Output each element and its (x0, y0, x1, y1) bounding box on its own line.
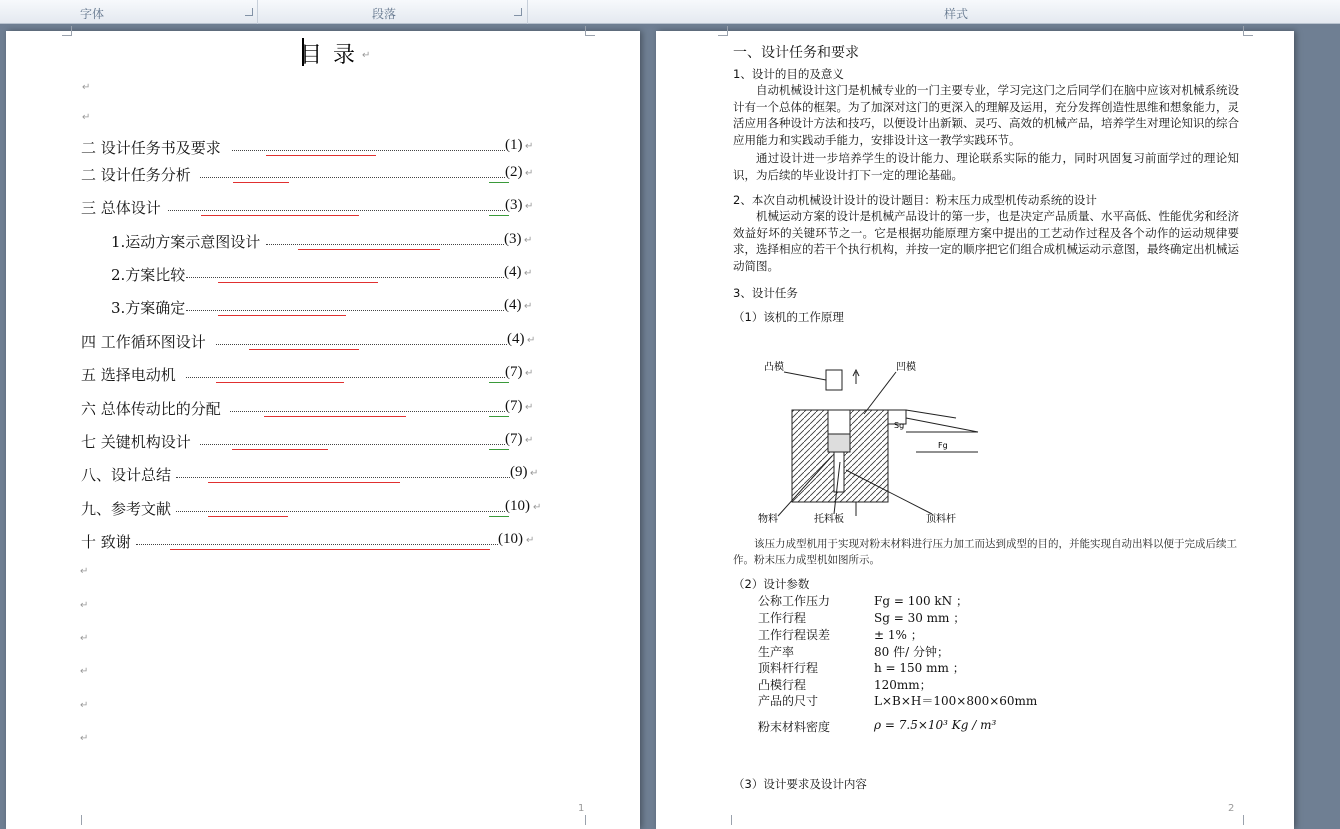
section-1-title: 1、设计的目的及意义 (733, 67, 844, 81)
spellcheck-underline (170, 547, 490, 550)
toc-entry-page: (9) (510, 464, 528, 480)
section-1-paragraph-2: 通过设计进一步培养学生的设计能力、理论联系实际的能力，同时巩固复习前面学过的理论知识，为后续的毕业设计打下一定的理论基础。 (733, 151, 1239, 182)
toc-entry-label: 三 总体设计 (81, 199, 161, 217)
toc-entry-page: (4) (504, 264, 522, 280)
toc-entry-label: 2.方案比较 (111, 266, 186, 284)
section-3-3-title: （3）设计要求及设计内容 (733, 777, 867, 791)
page-number: 1 (578, 803, 585, 814)
toc-entry-label: 四 工作循环图设计 (81, 333, 206, 351)
param-value: L×B×H＝100×800×60mm (874, 694, 1038, 708)
toc-entry-page: (7) (505, 398, 523, 414)
param-value: 80 件/ 分钟； (874, 645, 949, 659)
ribbon-group-paragraph-label: 段落 (372, 7, 397, 21)
toc-entry-label: 十 致谢 (81, 533, 131, 551)
toc-entry-page: (1) (505, 137, 523, 153)
svg-text:Sg: Sg (894, 421, 905, 430)
paragraph-mark: ↵ (80, 633, 89, 644)
margin-corner-mark (72, 815, 82, 825)
margin-corner-mark (722, 815, 732, 825)
toc-dot-leader (176, 511, 505, 512)
toc-dot-leader (230, 411, 505, 412)
spellcheck-underline (233, 180, 289, 183)
toc-dot-leader (176, 477, 510, 478)
section-3-2-title: （2）设计参数 (733, 577, 810, 591)
toc-dot-leader (186, 277, 504, 278)
toc-entry-page: (3) (504, 231, 522, 247)
toc-entry-label: 3.方案确定 (111, 299, 186, 317)
paragraph-mark: ↵ (525, 168, 534, 179)
toc-entry-label: 二 设计任务书及要求 (81, 139, 221, 157)
param-name: 工作行程误差 (758, 628, 831, 642)
paragraph-mark: ↵ (530, 468, 539, 479)
page-number: 2 (1228, 803, 1235, 814)
ribbon-group-font[interactable] (0, 0, 258, 24)
paragraph-mark: ↵ (80, 700, 89, 711)
section-2-paragraph: 机械运动方案的设计是机械产品设计的第一步，也是决定产品质量、水平高低、性能优劣和经济效益好坏的关键环节之一。它是根据功能原理方案中提出的工艺动作过程及各个动作的运动规律要求，选择相应的若干个执行机构，并按一定的顺序把它们组合成机械运动示意图，最终确定出机械运动简图。 (733, 209, 1239, 273)
label-punch: 凸模 (764, 362, 784, 373)
toc-entry-page: (4) (504, 297, 522, 313)
toc-dot-leader (136, 544, 498, 545)
toc-dot-leader (232, 150, 505, 151)
paragraph-mark: ↵ (524, 268, 533, 279)
param-value: Sg = 30 mm ； (874, 611, 966, 625)
label-die: 凹模 (896, 362, 916, 373)
param-value: ± 1% ； (874, 628, 923, 642)
toc-entry-page: (2) (505, 164, 523, 180)
spellcheck-underline (264, 414, 406, 417)
paragraph-mark: ↵ (525, 141, 534, 152)
paragraph-mark: ↵ (533, 502, 542, 513)
press-machine-figure (756, 352, 988, 532)
margin-corner-mark (62, 26, 72, 36)
margin-corner-mark (718, 26, 728, 36)
section-1-paragraph-1: 自动机械设计这门是机械专业的一门主要专业，学习完这门之后同学们在脑中应该对机械系统设计有一个总体的框架。为了加深对这门的更深入的理解及运用，充分发挥创造性思维和想象能力，灵活应用各种设计方法和技巧，以便设计出新颖、灵巧、高效的机械产品，培养学生对理论知识的综合应用能力和实践动手能力，安排设计这一教学实践环节。 (733, 83, 1239, 147)
ribbon-bar (0, 0, 1340, 24)
toc-dot-leader (200, 444, 505, 445)
section-2-title: 2、本次自动机械设计设计的设计题目：粉末压力成型机传动系统的设计 (733, 193, 1097, 207)
spellcheck-underline (216, 380, 344, 383)
toc-dot-leader (186, 377, 505, 378)
label-ejector-plate: 托料板 (814, 514, 844, 525)
spellcheck-underline (208, 514, 288, 517)
paragraph-mark: ↵ (525, 201, 534, 212)
section-3-1-title: （1）该机的工作原理 (733, 310, 844, 324)
param-name: 产品的尺寸 (758, 694, 819, 708)
section-3-title: 3、设计任务 (733, 286, 798, 300)
toc-entry-label: 九、参考文献 (81, 500, 172, 518)
margin-corner-mark (585, 815, 595, 825)
toc-title: 目 录 (300, 43, 357, 68)
ribbon-group-styles-label: 样式 (944, 7, 969, 21)
paragraph-mark: ↵ (526, 535, 535, 546)
param-name: 工作行程 (758, 611, 807, 625)
paragraph-mark: ↵ (82, 82, 91, 93)
label-material: 物料 (758, 514, 778, 525)
toc-dot-leader (266, 244, 504, 245)
margin-corner-mark (1243, 26, 1253, 36)
figure-caption: 该压力成型机用于实现对粉末材料进行压力加工而达到成型的目的，并能实现自动出料以便于完成后续工作。粉末压力成型机如图所示。 (733, 538, 1237, 566)
paragraph-mark: ↵ (82, 112, 91, 123)
section-heading: 一、设计任务和要求 (733, 45, 859, 61)
spellcheck-underline (249, 347, 359, 350)
paragraph-mark: ↵ (525, 435, 534, 446)
toc-entry-page: (7) (505, 364, 523, 380)
toc-entry-label: 1.运动方案示意图设计 (111, 233, 261, 251)
toc-dot-leader (186, 310, 504, 311)
toc-entry-page: (4) (507, 331, 525, 347)
label-fg: Fg (938, 441, 948, 450)
margin-corner-mark (1243, 815, 1253, 825)
ribbon-group-font-label: 字体 (80, 7, 105, 21)
toc-dot-leader (200, 177, 505, 178)
param-name: 粉末材料密度 (758, 720, 831, 734)
paragraph-mark: ↵ (527, 335, 536, 346)
toc-dot-leader (168, 210, 505, 211)
param-value: h = 150 mm ； (874, 661, 965, 675)
toc-entry-page: (3) (505, 197, 523, 213)
paragraph-mark: ↵ (525, 368, 534, 379)
param-name: 公称工作压力 (758, 594, 831, 608)
toc-dot-leader (216, 344, 507, 345)
spellcheck-underline (218, 280, 378, 283)
param-value: ρ = 7.5×10³ Kg / m³ (874, 718, 997, 732)
paragraph-mark: ↵ (524, 235, 533, 246)
dialog-launcher-icon[interactable] (245, 8, 253, 16)
param-value: 120mm； (874, 678, 932, 692)
toc-entry-page: (10) (505, 498, 530, 514)
paragraph-mark: ↵ (80, 733, 89, 744)
paragraph-mark: ↵ (524, 301, 533, 312)
toc-entry-label: 二 设计任务分析 (81, 166, 191, 184)
label-ejector-rod: 顶料杆 (926, 514, 956, 525)
spellcheck-underline (266, 153, 376, 156)
toc-entry-page: (10) (498, 531, 523, 547)
ribbon-group-paragraph[interactable] (258, 0, 528, 24)
toc-entry-label: 七 关键机构设计 (81, 433, 191, 451)
paragraph-mark: ↵ (525, 402, 534, 413)
spellcheck-underline (298, 247, 440, 250)
toc-entry-label: 八、设计总结 (81, 466, 172, 484)
param-name: 生产率 (758, 645, 795, 659)
paragraph-mark: ↵ (80, 666, 89, 677)
toc-entry-label: 六 总体传动比的分配 (81, 400, 221, 418)
param-name: 凸模行程 (758, 678, 807, 692)
spellcheck-underline (201, 213, 359, 216)
param-name: 顶料杆行程 (758, 661, 819, 675)
paragraph-mark: ↵ (80, 600, 89, 611)
toc-entry-page: (7) (505, 431, 523, 447)
toc-entry-label: 五 选择电动机 (81, 366, 176, 384)
paragraph-mark: ↵ (362, 50, 371, 61)
spellcheck-underline (218, 313, 346, 316)
ribbon-group-styles[interactable] (528, 0, 1340, 24)
dialog-launcher-icon[interactable] (514, 8, 522, 16)
margin-corner-mark (585, 26, 595, 36)
spellcheck-underline (208, 480, 400, 483)
paragraph-mark: ↵ (80, 566, 89, 577)
param-value: Fg = 100 kN ； (874, 594, 968, 608)
spellcheck-underline (232, 447, 328, 450)
